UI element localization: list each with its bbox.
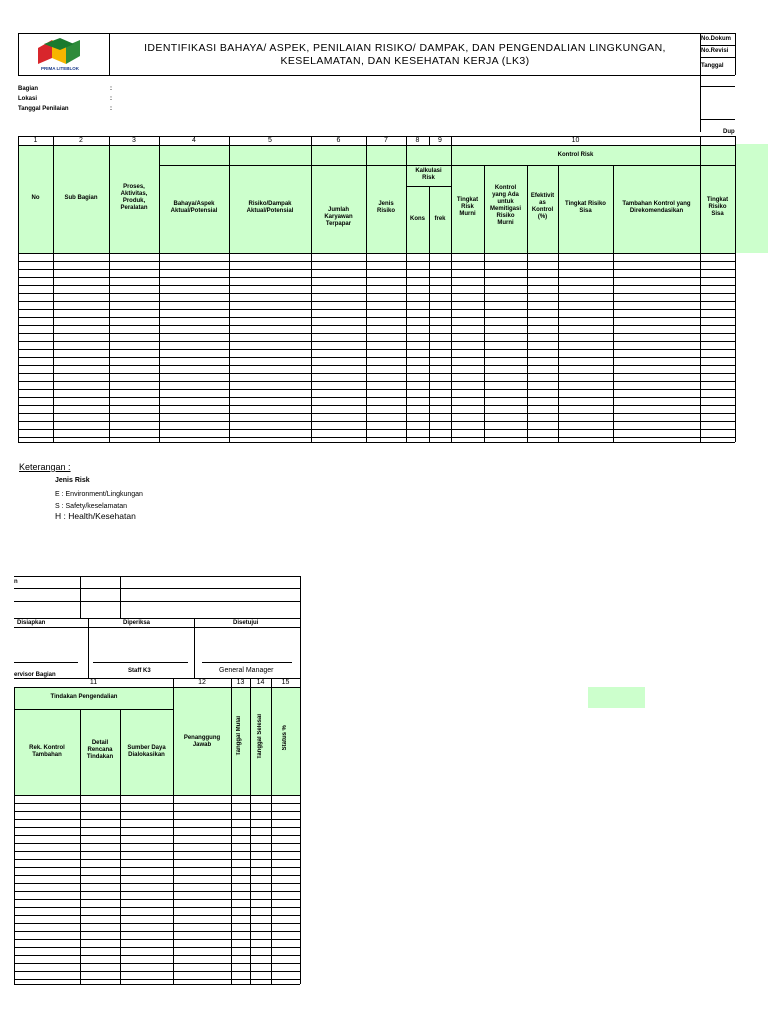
col-num-8: 8 [415, 137, 420, 144]
table1-body-rows [18, 253, 736, 443]
field-lokasi-label: Lokasi [18, 96, 38, 102]
header-tambahan: Tambahan Kontrol yang Direkomendasikan [622, 201, 691, 214]
col-num-15: 15 [281, 679, 290, 686]
header-penanggung: Penanggung Jawab [183, 735, 221, 748]
col-num-5: 5 [268, 137, 272, 144]
header-tgl-selesai: Tanggal Selesai [257, 714, 263, 759]
info-right-label: Dup [723, 129, 735, 135]
header-kalkulasi: Kalkulasi Risk [415, 168, 442, 181]
header-tingkat-sisa: Tingkat Risiko Sisa [565, 201, 606, 214]
keterangan-item-s: S : Safety/keselamatan [55, 503, 127, 510]
col-num-13: 13 [236, 679, 245, 686]
header-risiko: Risiko/Dampak Aktual/Potensial [246, 201, 294, 214]
col-num-11: 11 [89, 679, 98, 686]
header-kons: Kons [410, 216, 425, 222]
col-num-9: 9 [438, 137, 442, 144]
col-num-7: 7 [384, 137, 388, 144]
header-bahaya: Bahaya/Aspek Aktual/Potensial [170, 201, 218, 214]
col-num-2: 2 [79, 137, 83, 144]
header-detail: Detail Rencana Tindakan [86, 740, 114, 760]
field-lokasi-sep: : [110, 96, 112, 102]
field-bagian-sep: : [110, 86, 112, 92]
header-kontrol-ada: Kontrol yang Ada untuk Memitigasi Risiko Murni [489, 185, 521, 226]
keterangan-title: Keterangan : [19, 462, 71, 472]
logo-text: PRIMA LITEBLOK [40, 66, 80, 71]
col-num-10: 10 [571, 137, 580, 144]
doc-date-label: Tanggal [701, 63, 724, 69]
approval-partial-label: n [14, 579, 18, 585]
page-title-line1: IDENTIFIKASI BAHAYA/ ASPEK, PENILAIAN RISIKO/ DAMPAK, DAN PENGENDALIAN LINGKUNGAN, [144, 42, 666, 54]
field-tanggal-label: Tanggal Penilaian [18, 106, 69, 112]
col-num-1: 1 [33, 137, 38, 144]
approval-diperiksa: Diperiksa [123, 620, 151, 626]
keterangan-subtitle: Jenis Risk [55, 477, 90, 484]
col-num-3: 3 [132, 137, 136, 144]
header-jumlah: Jumlah Karyawan Terpapar [324, 207, 353, 227]
header-proses: Proses, Aktivitas, Produk, Peralatan [120, 184, 148, 211]
header-kontrol-risk: Kontrol Risk [557, 152, 594, 158]
logo-icon [30, 36, 90, 66]
doc-revision-label: No.Revisi [701, 48, 729, 54]
keterangan-item-e: E : Environment/Lingkungan [55, 491, 143, 498]
approval-disetujui: Disetujui [233, 620, 259, 626]
col-num-14: 14 [256, 679, 265, 686]
header-frek: frek [434, 216, 446, 222]
header-sub-bagian: Sub Bagian [64, 195, 98, 201]
highlight-cell [588, 687, 645, 708]
doc-number-label: No.Dokum [701, 36, 731, 42]
approval-supervisor: ervisor Bagian [14, 672, 56, 678]
field-bagian-label: Bagian [18, 86, 39, 92]
header-jenis: Jenis Risiko [376, 201, 395, 214]
company-logo [30, 36, 90, 74]
header-rek-kontrol: Rek. Kontrol Tambahan [29, 745, 65, 758]
approval-staff: Staff K3 [128, 668, 151, 674]
col-num-6: 6 [336, 137, 341, 144]
keterangan-item-h: H : Health/Kesehatan [55, 511, 136, 521]
col-num-4: 4 [192, 137, 196, 144]
header-no: No [31, 195, 40, 201]
table2-body-rows [14, 795, 301, 985]
header-tingkat-risiko-sisa: Tingkat Risiko Sisa [706, 197, 729, 217]
field-tanggal-sep: : [110, 106, 112, 112]
header-efektivitas: Efektivit as Kontrol (%) [530, 193, 555, 220]
header-tindakan: Tindakan Pengendalian [50, 694, 118, 700]
page-title-line2: KESELAMATAN, DAN KESEHATAN KERJA (LK3) [280, 55, 530, 67]
header-tgl-mulai: Tanggal Mulai [236, 716, 242, 756]
approval-gm: General Manager [219, 667, 274, 674]
header-sumber: Sumber Daya Dialokasikan [127, 745, 166, 758]
header-tingkat-murni: Tingkat Risk Murni [456, 197, 479, 217]
col-num-12: 12 [198, 679, 206, 686]
header-status: Status % [282, 725, 288, 751]
approval-disiapkan: Disiapkan [17, 620, 46, 626]
